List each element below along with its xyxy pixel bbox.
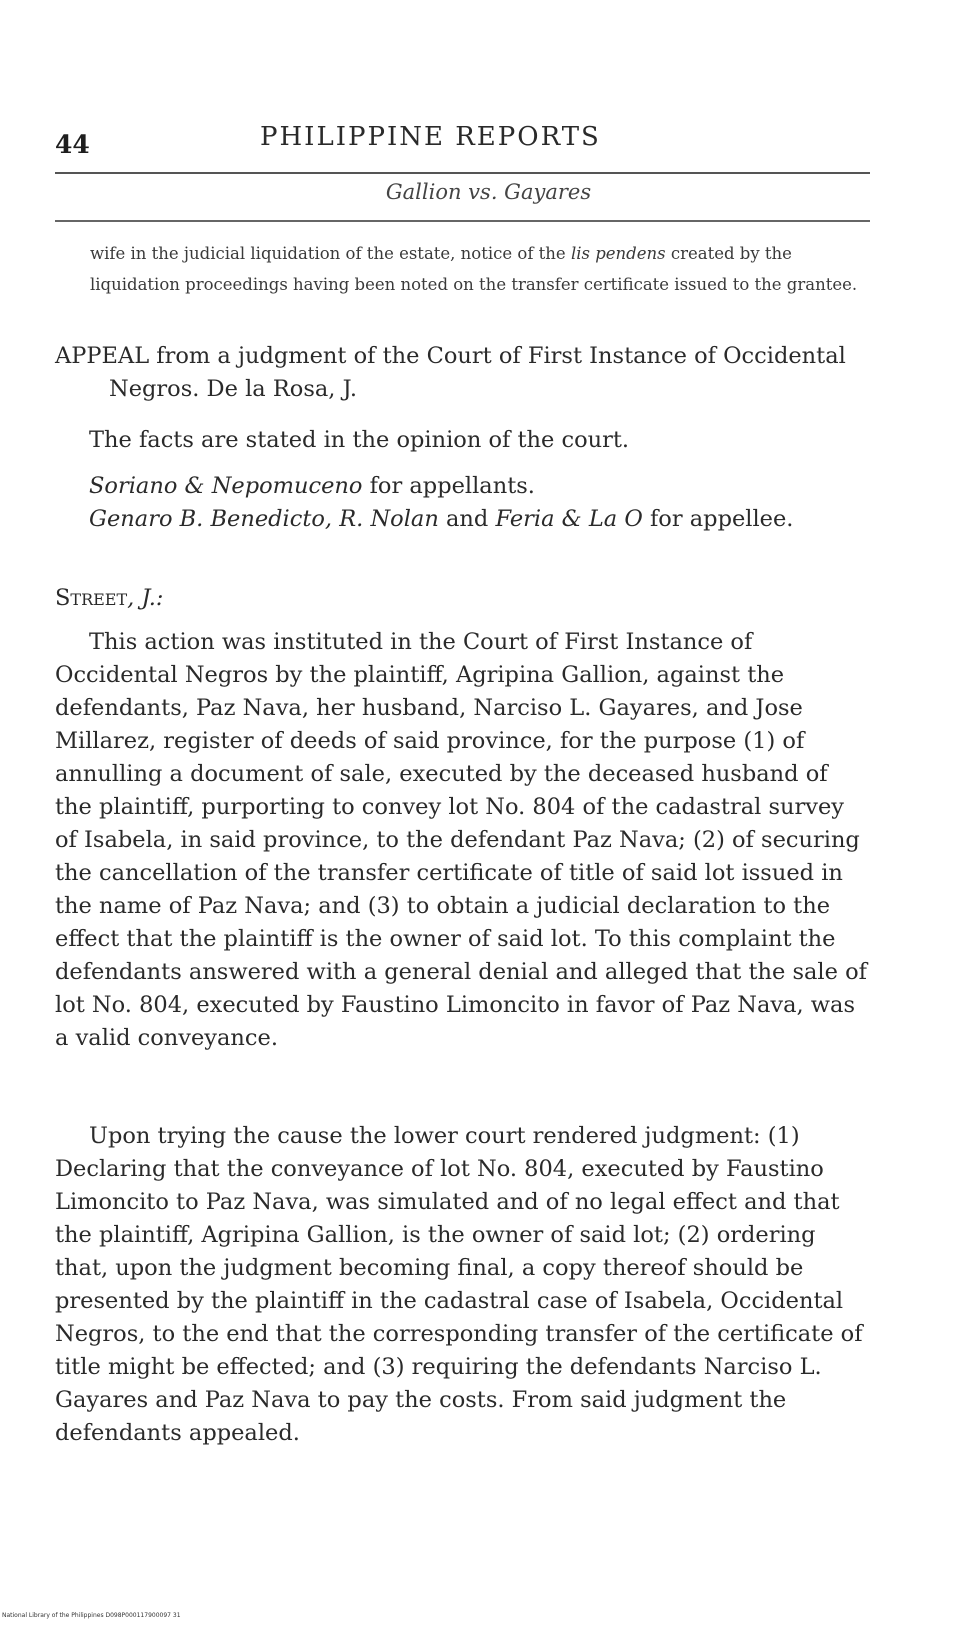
- syllabus-text: [90, 238, 870, 300]
- opinion-paragraph-1: This action was instituted in the Court of First Instance of Occidental Negros by the plaintiff, Agripina Gallion, against the defendants, Paz Nava, her husband, Narciso L. Gayares, and Jose Millarez, register of deeds of said province, for the purpose (1) of annulling a document of sale, executed by the deceased husband of the plaintiff, purporting to convey lot No. 804 of the cadastral survey of Isabela, in said province, to the defendant Paz Nava; (2) of securing the cancellation of the transfer certificate of title of said lot issued in the name of Paz Nava; and (3) to obtain a judicial declaration to the effect that the plaintiff is the owner of said lot. To this complaint the defendants answered with a general denial and alleged that the sale of lot No. 804, executed by Faustino Limoncito in favor of Paz Nava, was a valid conveyance.: [55, 629, 867, 1051]
- running-head: PHILIPPINE REPORTS: [260, 122, 601, 152]
- opinion-author: [55, 582, 870, 615]
- header-rule: [55, 172, 870, 174]
- opinion-paragraph-2: Upon trying the cause the lower court rendered judgment: (1) Declaring that the conveyance of lot No. 804, executed by Faustino Limoncito to Paz Nava, was simulated and of no legal effect and that the plaintiff, Agripina Gallion, is the owner of said lot; (2) ordering that, upon the judgment becoming final, a copy thereof should be presented by the plaintiff in the cadastral case of Isabela, Occidental Negros, to the end that the corresponding transfer of the certificate of title might be effected; and (3) requiring the defendants Narciso L. Gayares and Paz Nava to pay the costs. From said judgment the defendants appealed.: [55, 1123, 863, 1446]
- appellants-counsel-names: Soriano & Nepomuceno: [89, 473, 363, 499]
- appellee-counsel-and: and: [438, 506, 496, 532]
- case-title-rule: [55, 220, 870, 222]
- syllabus-lis: lis: [570, 244, 590, 263]
- counsel-appellee: [55, 503, 870, 536]
- author-suffix: , J.:: [127, 585, 164, 611]
- appellee-counsel-names-1: Genaro B. Benedicto, R. Nolan: [89, 506, 439, 532]
- syllabus-text-after: created by the liquidation proceedings having been noted on the transfer certificate issued to the grantee.: [90, 244, 858, 294]
- appellee-counsel-suffix: for appellee.: [642, 506, 794, 532]
- counsel-appellants: [55, 470, 870, 503]
- appeal-statement: APPEAL from a judgment of the Court of First Instance of Occidental Negros. De la Rosa, J.: [55, 343, 846, 402]
- syllabus-pendens: pendens: [595, 244, 666, 263]
- appellee-counsel-names-2: Feria & La O: [495, 506, 643, 532]
- author-name: Street: [55, 585, 128, 611]
- page-number: 44: [55, 130, 90, 159]
- case-title: Gallion vs. Gayares: [385, 180, 592, 204]
- scan-footer: National Library of the Philippines D098P000117900097 31: [2, 1612, 181, 1619]
- appellants-counsel-suffix: for appellants.: [362, 473, 535, 499]
- syllabus-text-before: wife in the judicial liquidation of the estate, notice of the: [90, 244, 571, 263]
- facts-statement: The facts are stated in the opinion of the court.: [89, 427, 630, 453]
